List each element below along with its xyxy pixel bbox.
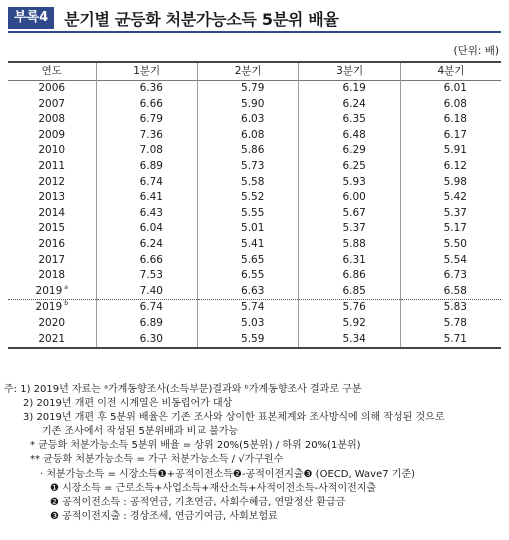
year-label: 2016 — [38, 237, 66, 250]
year-cell — [8, 221, 96, 237]
table-body — [8, 81, 501, 349]
table-row — [8, 159, 501, 175]
ratio-cell-q3: 5.92 — [299, 316, 400, 332]
table-row — [8, 316, 501, 332]
column-header-q2: 2분기 — [197, 62, 298, 81]
year-cell — [8, 81, 96, 97]
ratio-cell-q4: 5.83 — [400, 300, 501, 316]
ratio-cell-q1: 6.89 — [96, 159, 197, 175]
ratio-cell-q4: 5.37 — [443, 206, 467, 219]
ratio-cell-q3: 5.93 — [299, 175, 400, 191]
ratio-cell-q2: 5.73 — [197, 159, 298, 175]
ratio-cell-q2: 6.63 — [197, 284, 298, 300]
ratio-cell-q4: 5.98 — [443, 175, 467, 188]
title-divider — [8, 31, 501, 33]
footnote-line: ❸ 공적이전지출 : 경상조세, 연금기여금, 사회보험료 — [50, 510, 278, 522]
ratio-cell-q4: 6.58 — [443, 284, 467, 297]
ratio-cell-q4: 5.78 — [443, 316, 467, 329]
footnote-line: ❷ 공적이전소득 : 공적연금, 기초연금, 사회수혜금, 연말정산 환급금 — [50, 496, 346, 508]
table-row — [8, 300, 501, 316]
ratio-cell-q3: 6.29 — [299, 143, 400, 159]
column-header-q4: 4분기 — [437, 65, 465, 77]
ratio-cell-q2: 5.01 — [197, 221, 298, 237]
year-label: 2013 — [38, 191, 66, 204]
year-cell — [8, 128, 96, 144]
ratio-cell-q2: 6.55 — [197, 268, 298, 284]
year-label: 2017 — [38, 253, 66, 266]
table-row — [8, 81, 501, 97]
ratio-cell-q4: 5.91 — [443, 144, 467, 157]
ratio-cell-q4: 5.50 — [443, 237, 467, 250]
ratio-cell-q1: 6.89 — [96, 316, 197, 332]
ratio-cell-q4: 5.54 — [443, 253, 467, 266]
ratio-cell-q3: 5.76 — [299, 300, 400, 316]
year-label: 2006 — [38, 82, 66, 94]
ratio-cell-q4: 5.71 — [400, 332, 501, 349]
ratio-cell-q1: 6.74 — [96, 175, 197, 191]
ratio-cell-q3: 5.67 — [299, 206, 400, 222]
year-cell — [8, 175, 96, 191]
table-row — [8, 97, 501, 113]
footnote-line: 2) 2019년 개편 이전 시계열은 비동립어가 대상 — [23, 398, 233, 410]
ratio-cell-q2: 5.58 — [197, 175, 298, 191]
ratio-cell-q2: 5.52 — [197, 190, 298, 206]
ratio-cell-q1: 6.36 — [96, 81, 197, 97]
ratio-cell-q4: 5.42 — [443, 191, 467, 204]
year-cell — [8, 332, 96, 349]
ratio-cell-q4: 6.01 — [443, 82, 467, 94]
table-row — [8, 284, 501, 300]
year-cell — [8, 112, 96, 128]
year-label: 2009 — [38, 128, 66, 141]
table-row — [8, 332, 501, 349]
column-header-q3: 3분기 — [299, 62, 400, 81]
ratio-cell-q3: 6.48 — [299, 128, 400, 144]
ratio-cell-q2: 5.74 — [197, 300, 298, 316]
year-label: 2008 — [38, 113, 66, 126]
column-header-q1: 1분기 — [96, 62, 197, 81]
year-cell — [8, 159, 96, 175]
ratio-cell-q3: 6.25 — [299, 159, 400, 175]
ratio-cell-q3: 6.31 — [299, 253, 400, 269]
ratio-cell-q2: 5.55 — [197, 206, 298, 222]
table-row — [8, 268, 501, 284]
ratio-cell-q3: 6.85 — [299, 284, 400, 300]
table-row — [8, 206, 501, 222]
ratio-cell-q3: 5.37 — [299, 221, 400, 237]
ratio-cell-q1: 6.41 — [96, 190, 197, 206]
table-row — [8, 175, 501, 191]
ratio-cell-q1: 7.36 — [96, 128, 197, 144]
footnote-line: ❶ 시장소득 = 근로소득+사업소득+재산소득+사적이전소득-사적이전지출 — [50, 482, 377, 494]
ratio-cell-q2: 5.03 — [197, 316, 298, 332]
ratio-cell-q4: 6.12 — [443, 159, 467, 172]
table-row — [8, 112, 501, 128]
column-header-year: 연도 — [8, 62, 96, 81]
year-cell — [8, 190, 96, 206]
year-cell — [8, 268, 96, 284]
year-superscript: b — [64, 300, 69, 308]
table-row — [8, 237, 501, 253]
ratio-cell-q2: 5.41 — [197, 237, 298, 253]
ratio-cell-q2: 5.65 — [197, 253, 298, 269]
year-cell — [8, 300, 96, 316]
ratio-cell-q1: 6.66 — [96, 97, 197, 113]
table-row — [8, 190, 501, 206]
table-row — [8, 128, 501, 144]
year-cell — [8, 143, 96, 159]
year-cell — [8, 253, 96, 269]
ratio-cell-q3: 5.88 — [299, 237, 400, 253]
ratio-cell-q3: 6.00 — [299, 190, 400, 206]
ratio-cell-q4: 6.18 — [443, 113, 467, 126]
ratio-cell-q2: 5.59 — [197, 332, 298, 349]
year-cell — [8, 316, 96, 332]
year-label: 2012 — [38, 175, 66, 188]
ratio-cell-q3: 6.19 — [299, 81, 400, 97]
year-superscript: a — [64, 283, 68, 291]
ratio-cell-q3: 5.34 — [299, 332, 400, 349]
ratio-cell-q3: 6.35 — [299, 112, 400, 128]
ratio-cell-q2: 6.03 — [197, 112, 298, 128]
footnote-line: 기존 조사에서 작성된 5분위배과 비교 불가능 — [42, 426, 239, 438]
ratio-cell-q1: 6.74 — [96, 300, 197, 316]
ratio-cell-q2: 5.90 — [197, 97, 298, 113]
ratio-cell-q3: 6.86 — [299, 268, 400, 284]
footnote-line: * 균등화 처분가능소득 5분위 배율 = 상위 20%(5분위) / 하위 20%(1분위) — [30, 440, 361, 452]
footnote-line: 주: 1) 2019년 자료는 ᵃ가계동향조사(소득부문)결과와 ᵇ가계동향조사 결과로 구분 — [4, 384, 362, 395]
ratio-cell-q1: 7.40 — [96, 284, 197, 300]
ratio-cell-q1: 7.08 — [96, 143, 197, 159]
ratio-cell-q1: 6.30 — [96, 332, 197, 349]
year-label: 2010 — [38, 144, 66, 157]
unit-label: (단위: 배) — [453, 45, 499, 57]
year-label: 2018 — [38, 269, 66, 282]
ratio-cell-q4: 5.17 — [443, 222, 467, 235]
ratio-cell-q1: 6.43 — [96, 206, 197, 222]
ratio-cell-q4: 6.17 — [443, 128, 467, 141]
year-label: 2020 — [38, 316, 66, 329]
ratio-cell-q3: 6.24 — [299, 97, 400, 113]
year-label: 2015 — [38, 222, 66, 235]
footnote-line: · 처분가능소득 = 시장소득❶+공적이전소득❷-공적이전지출❸ (OECD, Wave7 기준) — [40, 468, 416, 480]
table-row — [8, 253, 501, 269]
ratio-cell-q1: 6.04 — [96, 221, 197, 237]
ratio-cell-q2: 5.79 — [197, 81, 298, 97]
title-bar — [8, 6, 501, 30]
footnote-line: 3) 2019년 개편 후 5분위 배율은 기존 조사와 상이한 표본체계와 조사방식에 의해 작성된 것으로 — [23, 412, 445, 424]
quintile-ratio-table — [8, 61, 501, 349]
ratio-cell-q2: 5.86 — [197, 143, 298, 159]
year-label: 2019 — [35, 284, 63, 297]
footnotes — [4, 383, 503, 524]
table-row — [8, 221, 501, 237]
table-header-row — [8, 62, 501, 81]
footnote-line: ** 균등화 처분가능소득 = 가구 처분가능소득 / √가구원수 — [30, 454, 284, 466]
year-label: 2007 — [38, 97, 66, 110]
page-title: 분기별 균등화 처분가능소득 5분위 배율 — [64, 9, 339, 29]
table-row — [8, 143, 501, 159]
ratio-cell-q1: 6.79 — [96, 112, 197, 128]
year-cell — [8, 206, 96, 222]
ratio-cell-q4: 6.73 — [443, 269, 467, 282]
year-label: 2019 — [35, 301, 63, 314]
ratio-cell-q1: 7.53 — [96, 268, 197, 284]
ratio-cell-q1: 6.66 — [96, 253, 197, 269]
year-cell — [8, 284, 96, 300]
year-cell — [8, 237, 96, 253]
ratio-cell-q1: 6.24 — [96, 237, 197, 253]
year-cell — [8, 97, 96, 113]
year-label: 2021 — [38, 332, 66, 345]
year-label: 2014 — [38, 206, 66, 219]
ratio-cell-q4: 6.08 — [443, 97, 467, 110]
appendix-badge: 부록4 — [8, 7, 54, 29]
ratio-cell-q2: 6.08 — [197, 128, 298, 144]
year-label: 2011 — [38, 159, 66, 172]
